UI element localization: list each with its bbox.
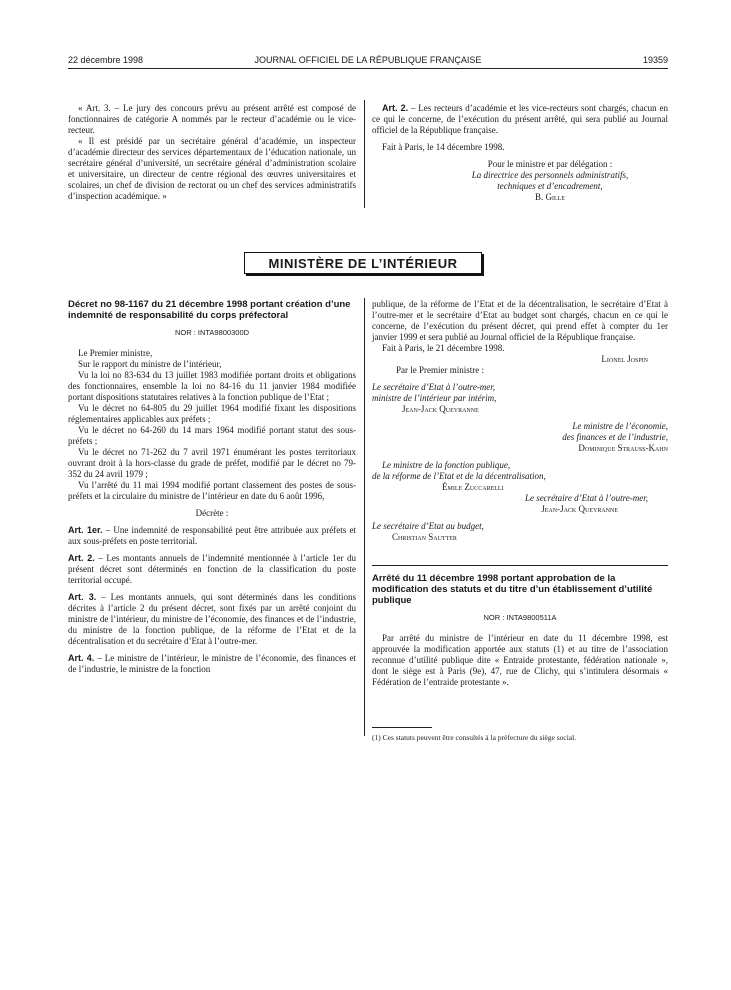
decret-title: Décret no 98-1167 du 21 décembre 1998 portant création d’une indemnité de responsabilité du corps préfectoral — [68, 299, 351, 321]
arrete-title: Arrêté du 11 décembre 1998 portant approbation de la modification des statuts et du titre d’un établissement d’utilité publique — [372, 573, 653, 606]
signer-name: Dominique Strauss-Kahn — [578, 443, 668, 453]
article-label: Art. 4. — [68, 653, 95, 663]
issue-date: 22 décembre 1998 — [68, 55, 144, 65]
column-divider-top — [364, 100, 365, 208]
signer-role: Le secrétaire d’Etat au budget, — [372, 521, 484, 531]
signer-role: de la réforme de l’Etat et de la décentralisation, — [372, 471, 546, 481]
signer-role: La directrice des personnels administratifs, — [471, 170, 629, 180]
signer-name: Émile Zuccarelli — [442, 482, 504, 492]
decret-intro: Le Premier ministre, — [78, 348, 153, 358]
article-continuation: publique, de la réforme de l’Etat et de la décentralisation, le secrétaire d’Etat à l’outre-mer et le secrétaire d’Etat au budget sont chargés, chacun en ce qui le concerne, de l’exécution du présent décret, qui prend effet à compter du 1er janvier 1999 et sera publié au Journal officiel de la République française. — [372, 299, 668, 342]
arrete-nor: NOR : INTA9800511A — [483, 613, 557, 622]
decret-left-column — [68, 299, 356, 675]
top-left-column — [68, 103, 356, 202]
section-rule — [372, 565, 668, 566]
ministry-heading: MINISTÈRE DE L’INTÉRIEUR — [268, 255, 458, 271]
decrete-line: Décrète : — [195, 508, 229, 518]
visa: Vu le décret no 64-805 du 29 juillet 1964 modifié fixant les dispositions réglementaires applicables aux préfets ; — [68, 403, 356, 424]
arrete-column — [372, 573, 668, 688]
ministry-heading-box — [244, 252, 482, 274]
decret-right-column — [372, 299, 668, 543]
article-text: – Les recteurs d’académie et les vice-recteurs sont chargés, chacun en ce qui le concerne, de l’exécution du présent arrêté, qui sera publié au Journal officiel de la République française. — [372, 103, 668, 135]
page-number: 19359 — [642, 55, 668, 65]
visa: Vu la loi no 83-634 du 13 juillet 1983 modifiée portant droits et obligations des fonctionnaires, ensemble la loi no 84-16 du 11 janvier 1984 modifiée portant dispositions statutaires relatives à la fonction publique de l’Etat ; — [68, 370, 356, 402]
article-label: Art. 2. — [68, 553, 95, 563]
article-text: – Les montants annuels de l’indemnité mentionnée à l’article 1er du présent décret sont déterminés en fonction de la classification du poste territorial occupé. — [68, 553, 357, 585]
page-header — [68, 55, 668, 69]
footnote: (1) Ces statuts peuvent être consultés à la préfecture du siège social. — [372, 733, 577, 742]
signer-role: Le ministre de la fonction publique, — [382, 460, 511, 470]
visa: Vu l’arrêté du 11 mai 1994 modifié portant classement des postes de sous-préfets et la circulaire du ministre de l’intérieur en date du 6 août 1996, — [68, 480, 356, 501]
journal-title: JOURNAL OFFICIEL DE LA RÉPUBLIQUE FRANÇAISE — [254, 55, 482, 65]
top-right-column — [372, 103, 668, 203]
paragraph: « Il est présidé par un secrétaire général d’académie, un inspecteur d’académie directeur des services départementaux de l’éducation nationale, un secrétaire général d’université, un secrétaire général d’administration scolaire et universitaire, un directeur de centre régional des œuvres universitaires et scolaires, un chef de division de rectorat ou un chef des services administratifs d’inspection académique. » — [68, 136, 356, 201]
signer-name: B. Gille — [535, 192, 565, 202]
delegation-line: Pour le ministre et par délégation : — [487, 159, 613, 169]
article-label: Art. 2. — [382, 103, 409, 113]
paragraph: « Art. 3. – Le jury des concours prévu au présent arrêté est composé de fonctionnaires de catégorie A nommés par le recteur d’académie ou le vice-recteur. — [68, 103, 356, 135]
article-label: Art. 1er. — [68, 525, 103, 535]
visa: Vu le décret no 71-262 du 7 avril 1971 énumérant les postes territoriaux ouvrant droit à la hors-classe du grade de préfet, modifié par le décret no 79-352 du 24 avril 1979 ; — [68, 447, 356, 479]
article-text: – Les montants annuels, qui sont déterminés dans les conditions décrites à l’article 2 du présent décret, sont fixés par un arrêté conjoint du ministre de l’intérieur, du ministre de l’économie, des finances et de l’industrie, du ministre de la fonction publique, de la réforme de l’Etat et de la décentralisation et du secrétaire d’Etat à l’outre-mer. — [68, 592, 356, 646]
visa: Sur le rapport du ministre de l’intérieur, — [78, 359, 222, 369]
column-divider-bottom — [364, 298, 365, 736]
signer-role: Le secrétaire d’Etat à l’outre-mer, — [524, 493, 648, 503]
header-rule — [68, 68, 668, 69]
signer-role: techniques et d’encadrement, — [497, 181, 603, 191]
article-text: – Le ministre de l’intérieur, le ministre de l’économie, des finances et de l’industrie, le ministre de la fonction — [68, 653, 356, 674]
signer-role: ministre de l’intérieur par intérim, — [372, 393, 497, 403]
signer-role: Le ministre de l’économie, — [572, 421, 668, 431]
article-text: – Une indemnité de responsabilité peut être attribuée aux préfets et aux sous-préfets en poste territorial. — [68, 525, 356, 546]
signer-role: Le secrétaire d’Etat à l’outre-mer, — [372, 382, 496, 392]
visa: Vu le décret no 64-260 du 14 mars 1964 modifié portant statut des sous-préfets ; — [68, 425, 356, 446]
fait-line: Fait à Paris, le 21 décembre 1998. — [382, 343, 505, 353]
par-premier-ministre: Par le Premier ministre : — [396, 365, 484, 375]
signer-name: Jean-Jack Queyranne — [541, 504, 618, 514]
signer-role: des finances et de l’industrie, — [562, 432, 668, 442]
decret-nor: NOR : INTA9800300D — [174, 328, 250, 337]
prime-minister-name: Lionel Jospin — [601, 354, 648, 364]
signer-name: Jean-Jack Queyranne — [402, 404, 479, 414]
arrete-text: Par arrêté du ministre de l’intérieur en date du 11 décembre 1998, est approuvée la modification apportée aux statuts (1) et au titre de l’association reconnue d’utilité publique dite « Entraide protestante, fédération nationale », dont le siège est à Paris (9e), 47, rue de Clichy, qui s’intitulera désormais « Fédération de l’entraide protestante ». — [372, 633, 668, 687]
article-label: Art. 3. — [68, 592, 97, 602]
fait-line: Fait à Paris, le 14 décembre 1998. — [382, 142, 505, 152]
signer-name: Christian Sautter — [392, 532, 457, 542]
footnote-rule — [372, 727, 432, 728]
